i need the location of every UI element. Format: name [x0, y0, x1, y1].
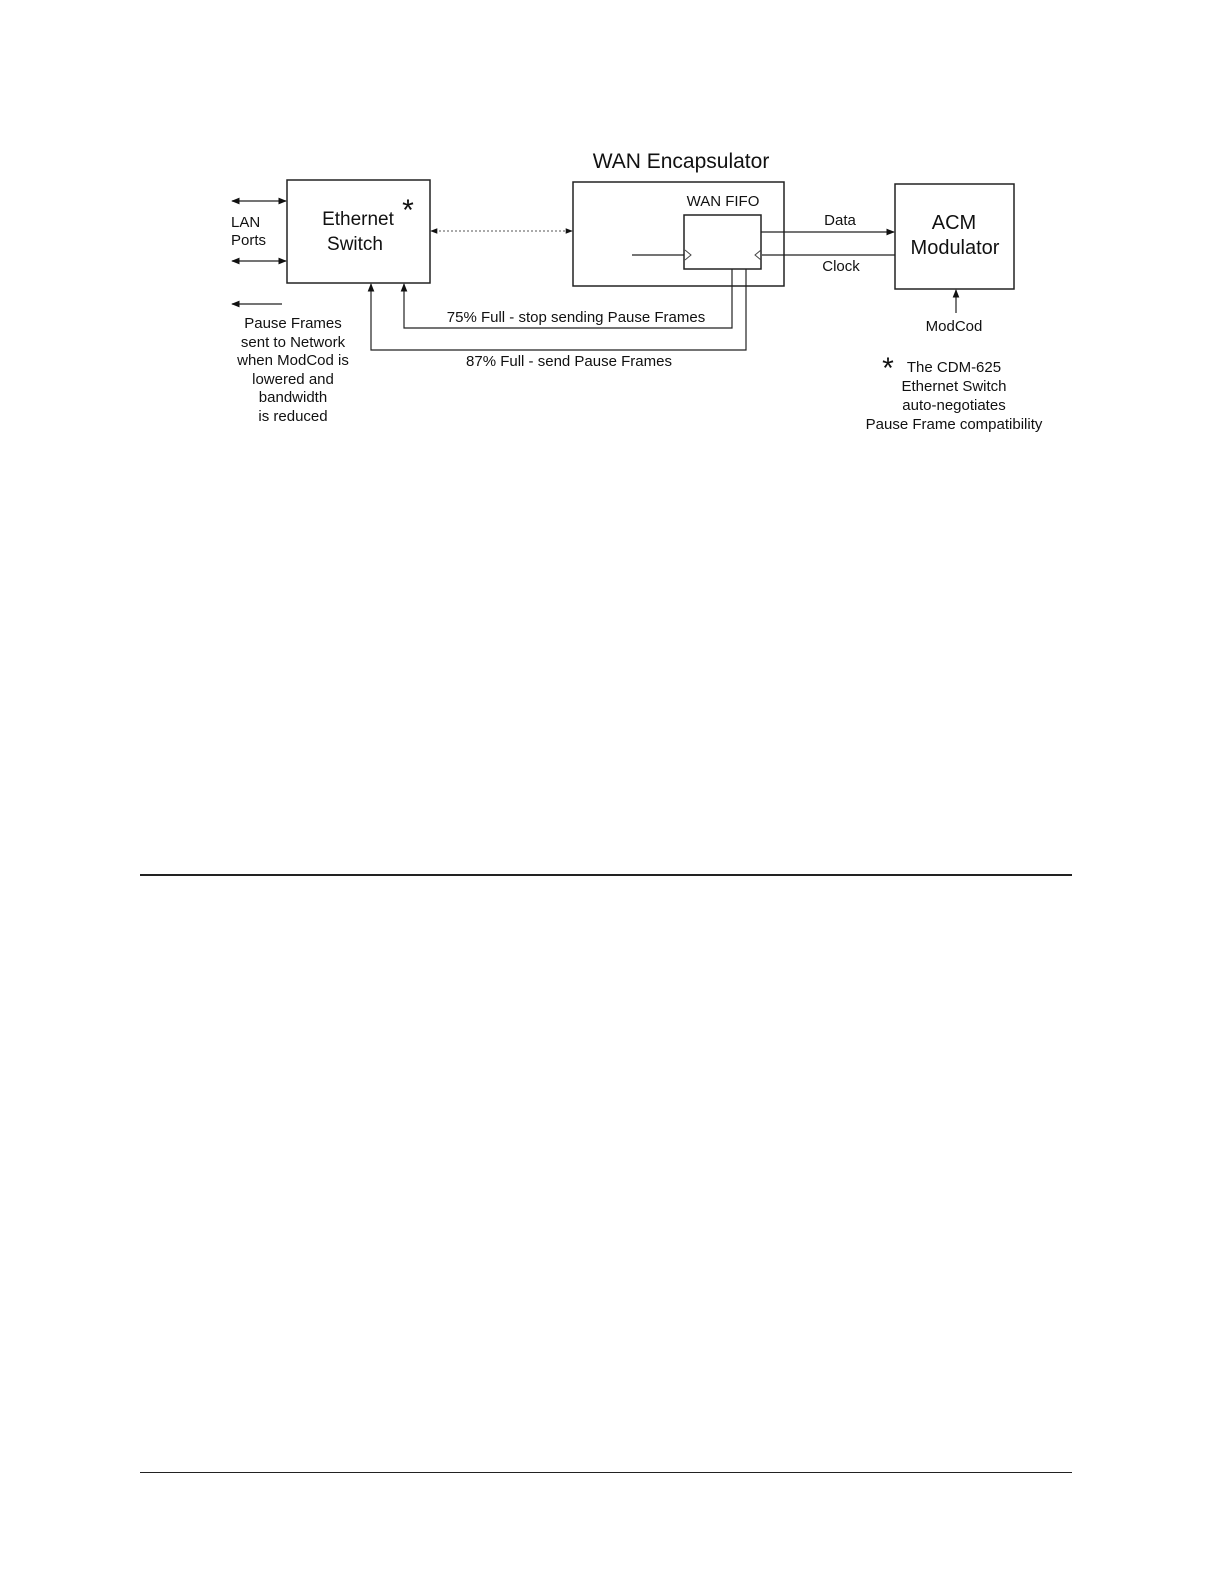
data-label: Data: [824, 212, 856, 229]
footnote-asterisk: *: [882, 352, 894, 385]
ethernet-switch-label-line1: Ethernet: [322, 209, 394, 230]
threshold-75-label: 75% Full - stop sending Pause Frames: [446, 309, 706, 326]
pause-note-line6: is reduced: [258, 408, 328, 425]
pause-note-line1: Pause Frames: [244, 315, 342, 332]
acm-modulator-label-line2: Modulator: [910, 237, 1000, 259]
ethernet-switch-asterisk: *: [402, 194, 414, 227]
acm-modulator-label-line1: ACM: [931, 212, 977, 234]
pause-note-line4: lowered and: [252, 371, 334, 388]
fifo-input-chevron: [685, 250, 691, 260]
pause-note-line5: bandwidth: [258, 389, 328, 406]
section-divider: [140, 874, 1072, 876]
footnote-line3: auto-negotiates: [902, 397, 1006, 414]
wan-fifo-box: [684, 215, 761, 269]
threshold-87-label: 87% Full - send Pause Frames: [466, 353, 672, 370]
footnote-line2: Ethernet Switch: [901, 378, 1007, 395]
footnote-line4: Pause Frame compatibility: [865, 416, 1043, 433]
footnote-line1: The CDM-625: [906, 359, 1002, 376]
lan-ports-label-line1: LAN: [231, 214, 261, 231]
fifo-clock-chevron: [755, 250, 761, 260]
lan-ports-label-line2: Ports: [231, 232, 267, 249]
ethernet-switch-label-line2: Switch: [327, 234, 383, 255]
wan-encapsulator-title: WAN Encapsulator: [592, 150, 770, 173]
clock-label: Clock: [822, 258, 860, 275]
modcod-label: ModCod: [925, 318, 983, 335]
footer-divider: [140, 1472, 1072, 1473]
wan-fifo-label: WAN FIFO: [686, 193, 760, 210]
pause-note-line3: when ModCod is: [237, 352, 349, 369]
pause-note-line2: sent to Network: [240, 334, 346, 351]
